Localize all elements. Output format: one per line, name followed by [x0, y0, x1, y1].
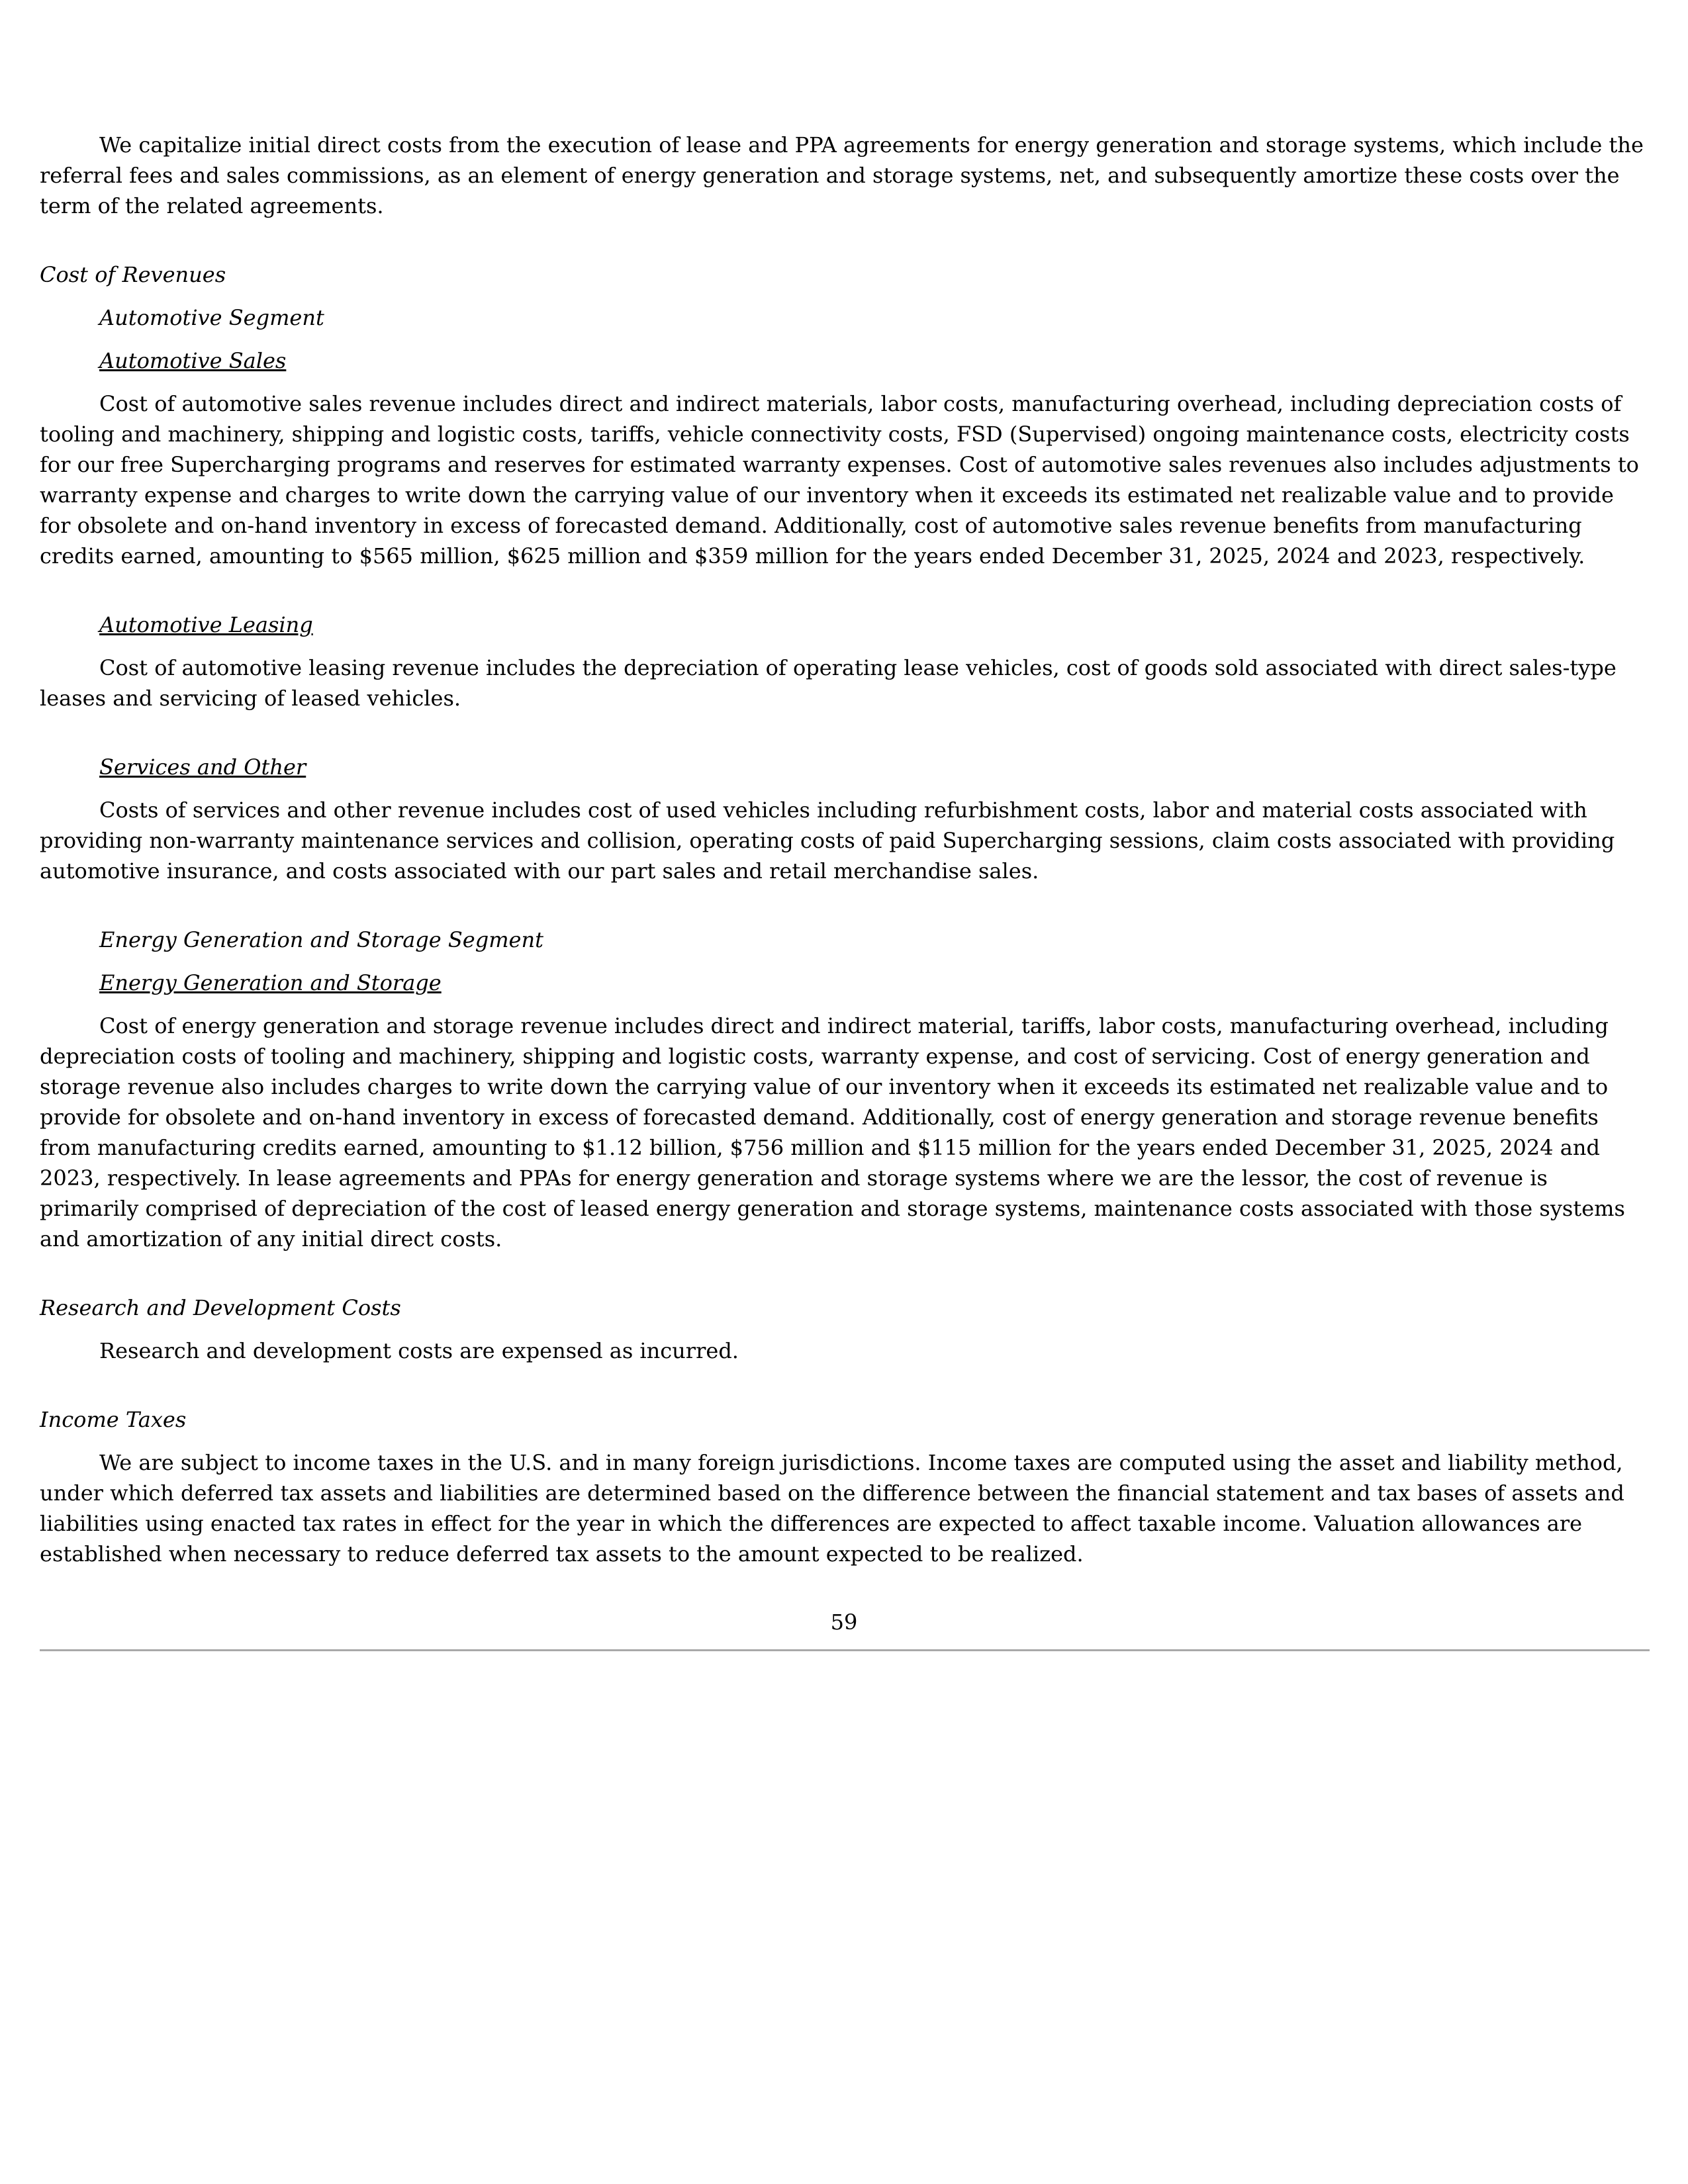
energy-generation-storage-paragraph: Cost of energy generation and storage revenue includes direct and indirect material, tariffs, labor costs, manufacturing overhead, including depreciation costs of tooling and machinery, shipping and logistic costs, warranty expense, and cost of servicing. Cost of energy generation and storage revenue also includes charges to write down the carrying value of our inventory when it exceeds its estimated net realizable value and to provide for obsolete and on-hand inventory in excess of forecasted demand. Additionally, cost of energy generation and storage revenue benefits from manufacturing credits earned, amounting to $1.12 billion, $756 million and $115 million for the years ended December 31, 2025, 2024 and 2023, respectively. In lease agreements and PPAs for energy generation and storage systems where we are the lessor, the cost of revenue is primarily comprised of depreciation of the cost of leased energy generation and storage systems, maintenance costs associated with those systems and amortization of any initial direct costs.	[40, 1013, 1625, 1251]
spacer	[40, 333, 1650, 345]
income-taxes-heading: Income Taxes	[40, 1407, 187, 1432]
spacer	[40, 1366, 1650, 1404]
spacer	[40, 886, 1650, 925]
spacer	[40, 1323, 1650, 1336]
automotive-leasing-heading: Automotive Leasing	[99, 612, 313, 637]
spacer	[40, 998, 1650, 1011]
page-number: 59	[830, 1610, 858, 1635]
automotive-sales-heading: Automotive Sales	[99, 348, 287, 373]
spacer	[40, 290, 1650, 302]
automotive-leasing-paragraph: Cost of automotive leasing revenue includes the depreciation of operating lease vehicles, cost of goods sold associated with direct sales-type leases and servicing of leased vehicles.	[40, 655, 1617, 711]
document-page	[40, 130, 1650, 1569]
automotive-segment-heading: Automotive Segment	[99, 305, 324, 330]
spacer	[40, 713, 1650, 752]
footer-divider	[40, 1649, 1650, 1651]
spacer	[40, 640, 1650, 653]
spacer	[40, 1435, 1650, 1447]
services-and-other-paragraph: Costs of services and other revenue includes cost of used vehicles including refurbishment costs, labor and material costs associated with providing non-warranty maintenance services and collision, operating costs of paid Supercharging sessions, claim costs associated with providing automotive insurance, and costs associated with our part sales and retail merchandise sales.	[40, 797, 1615, 884]
services-and-other-heading: Services and Other	[99, 754, 306, 780]
automotive-sales-paragraph: Cost of automotive sales revenue includes direct and indirect materials, labor costs, manufacturing overhead, including depreciation costs of tooling and machinery, shipping and logistic costs, tariffs, vehicle connectivity costs, FSD (Supervised) ongoing maintenance costs, electricity costs for our free Supercharging programs and reserves for estimated warranty expenses. Cost of automotive sales revenues also includes adjustments to warranty expense and charges to write down the carrying value of our inventory when it exceeds its estimated net realizable value and to provide for obsolete and on-hand inventory in excess of forecasted demand. Additionally, cost of automotive sales revenue benefits from manufacturing credits earned, amounting to $565 million, $625 million and $359 million for the years ended December 31, 2025, 2024 and 2023, respectively.	[40, 391, 1639, 569]
research-development-paragraph: Research and development costs are expensed as incurred.	[99, 1338, 739, 1363]
cost-of-revenues-heading: Cost of Revenues	[40, 262, 226, 287]
energy-segment-heading: Energy Generation and Storage Segment	[99, 927, 543, 952]
spacer	[40, 955, 1650, 968]
income-taxes-paragraph: We are subject to income taxes in the U.S. and in many foreign jurisdictions. Income taxes are computed using the asset and liability method, under which deferred tax assets and liabilities are determined based on the difference between the financial statement and tax bases of assets and liabilities using enacted tax rates in effect for the year in which the differences are expected to affect taxable income. Valuation allowances are established when necessary to reduce deferred tax assets to the amount expected to be realized.	[40, 1450, 1624, 1567]
research-development-heading: Research and Development Costs	[40, 1295, 401, 1320]
energy-generation-storage-heading: Energy Generation and Storage	[99, 970, 442, 995]
intro-paragraph: We capitalize initial direct costs from the execution of lease and PPA agreements for energy generation and storage systems, which include the referral fees and sales commissions, as an element of energy generation and storage systems, net, and subsequently amortize these costs over the term of the related agreements.	[40, 132, 1644, 218]
spacer	[40, 782, 1650, 795]
spacer	[40, 376, 1650, 388]
spacer	[40, 221, 1650, 259]
spacer	[40, 571, 1650, 610]
spacer	[40, 1254, 1650, 1293]
